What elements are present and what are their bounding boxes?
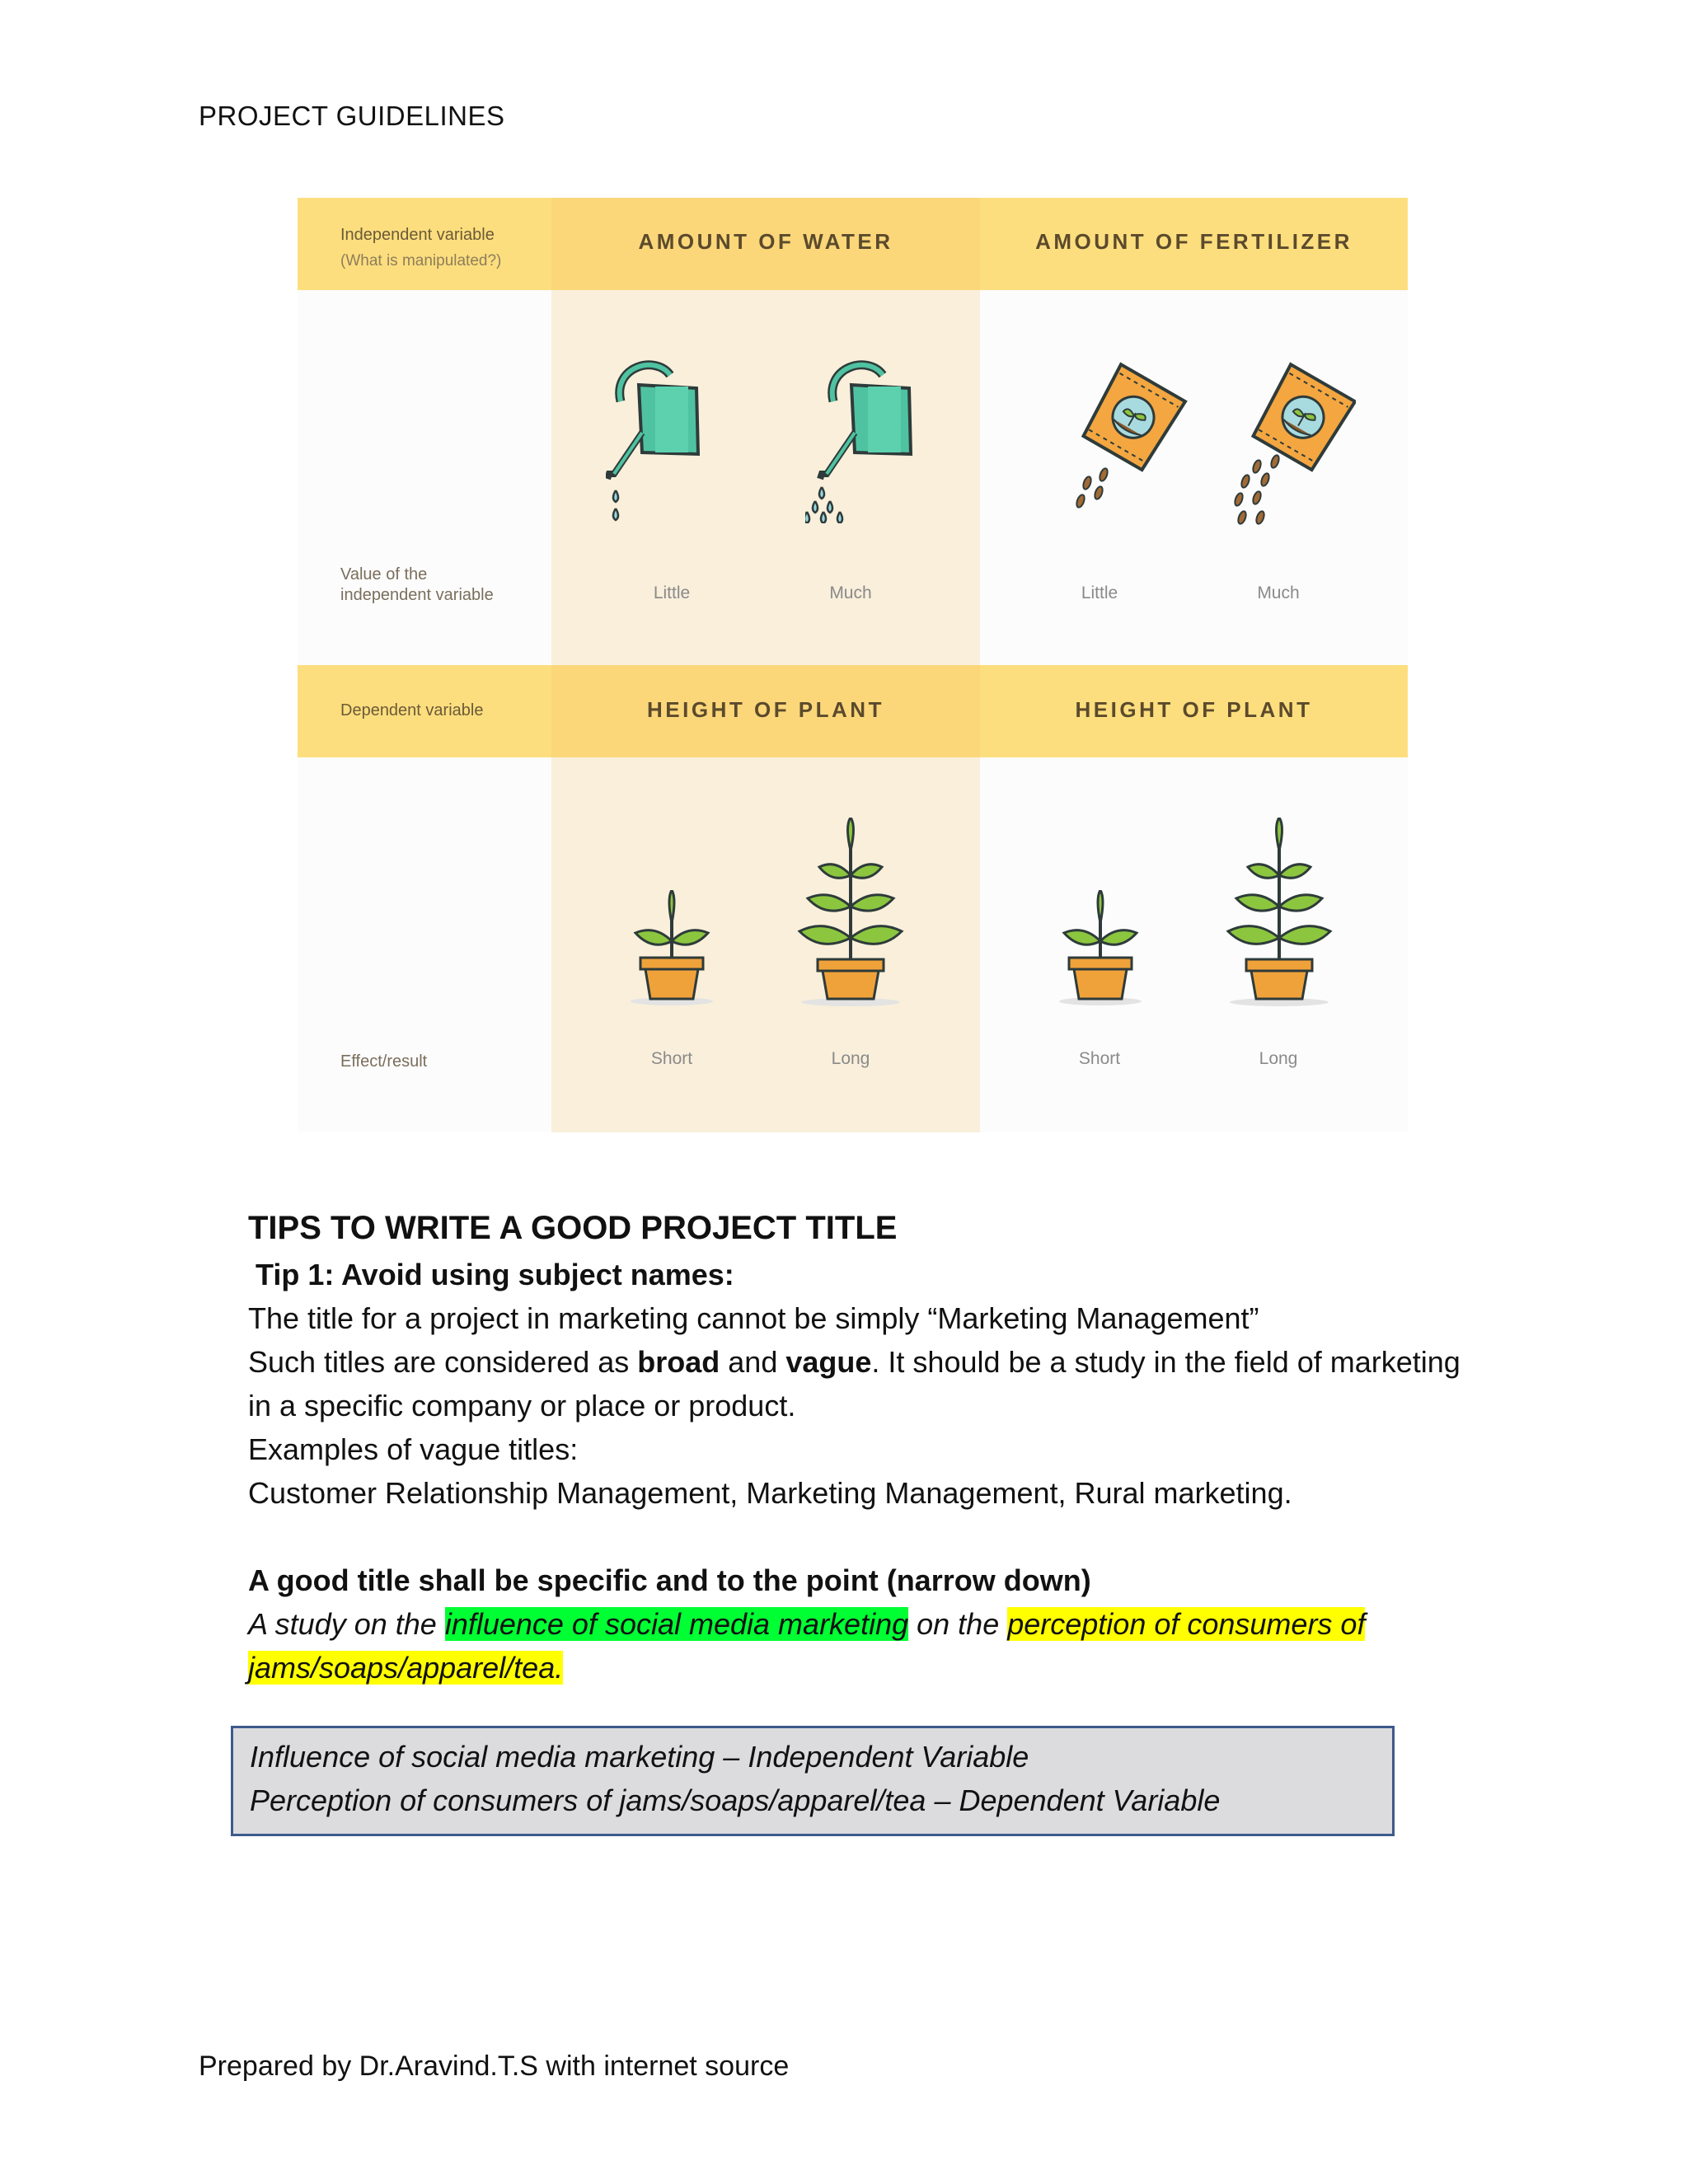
result-short-water: Short bbox=[650, 1049, 693, 1068]
variables-infographic bbox=[298, 198, 1408, 1132]
col-head-water: AMOUNT OF WATER bbox=[638, 229, 893, 254]
highlight-dependent: perception of consumers of bbox=[1007, 1607, 1366, 1641]
col-head-fertilizer: AMOUNT OF FERTILIZER bbox=[1035, 229, 1353, 254]
result-long-water: Long bbox=[831, 1049, 870, 1068]
tips-line-3: in a specific company or place or product. bbox=[248, 1389, 796, 1422]
box-line-1: Influence of social media marketing – Independent Variable bbox=[250, 1740, 1029, 1774]
highlight-independent: influence of social media marketing bbox=[444, 1607, 909, 1641]
result-short-fertilizer: Short bbox=[1078, 1049, 1121, 1068]
value-little-fertilizer: Little bbox=[1081, 583, 1118, 602]
dependent-label: Dependent variable bbox=[340, 701, 484, 719]
good-title-heading: A good title shall be specific and to the point (narrow down) bbox=[248, 1563, 1091, 1597]
value-little-water: Little bbox=[653, 583, 691, 602]
tips-line-4: Examples of vague titles: bbox=[248, 1432, 579, 1466]
watering-can-icon bbox=[805, 350, 937, 523]
example-title: A study on the influence of social media marketing on the perception of consumers of jams/soaps/apparel/tea. bbox=[248, 1607, 1366, 1685]
independent-label: Independent variable (What is manipulated?) bbox=[340, 226, 502, 269]
potted-plant-icon bbox=[797, 818, 904, 1007]
fertilizer-bag-icon bbox=[1224, 361, 1356, 534]
box-line-2: Perception of consumers of jams/soaps/apparel/tea – Dependent Variable bbox=[250, 1783, 1221, 1817]
effect-label: Effect/result bbox=[340, 1052, 428, 1071]
highlight-dependent-cont: jams/soaps/apparel/tea. bbox=[248, 1651, 564, 1685]
potted-plant-icon bbox=[1226, 818, 1333, 1007]
tips-line-1: The title for a project in marketing cannot be simply “Marketing Management” bbox=[248, 1301, 1259, 1335]
tips-line-5: Customer Relationship Management, Marketing Management, Rural marketing. bbox=[248, 1476, 1292, 1510]
result-long-fertilizer: Long bbox=[1259, 1049, 1298, 1068]
value-much-fertilizer: Much bbox=[1257, 583, 1300, 602]
tips-heading: TIPS TO WRITE A GOOD PROJECT TITLE bbox=[248, 1210, 898, 1246]
page-footer: Prepared by Dr.Aravind.T.S with internet source bbox=[199, 2050, 790, 2082]
col-head-height-1: HEIGHT OF PLANT bbox=[647, 697, 884, 722]
potted-plant-icon bbox=[631, 890, 713, 1005]
variables-box bbox=[231, 1726, 1395, 1836]
fertilizer-bag-icon bbox=[1062, 361, 1194, 526]
potted-plant-icon bbox=[1059, 890, 1142, 1005]
watering-can-icon bbox=[606, 350, 738, 523]
value-much-water: Much bbox=[829, 583, 872, 602]
tips-section bbox=[248, 1203, 1501, 1690]
tip1-title: Tip 1: Avoid using subject names: bbox=[256, 1258, 734, 1291]
value-label: Value of the independent variable bbox=[340, 565, 494, 604]
col-head-height-2: HEIGHT OF PLANT bbox=[1075, 697, 1313, 722]
page-header: PROJECT GUIDELINES bbox=[199, 101, 505, 131]
tips-line-2: Such titles are considered as broad and vague. It should be a study in the field of marketing bbox=[248, 1345, 1461, 1379]
